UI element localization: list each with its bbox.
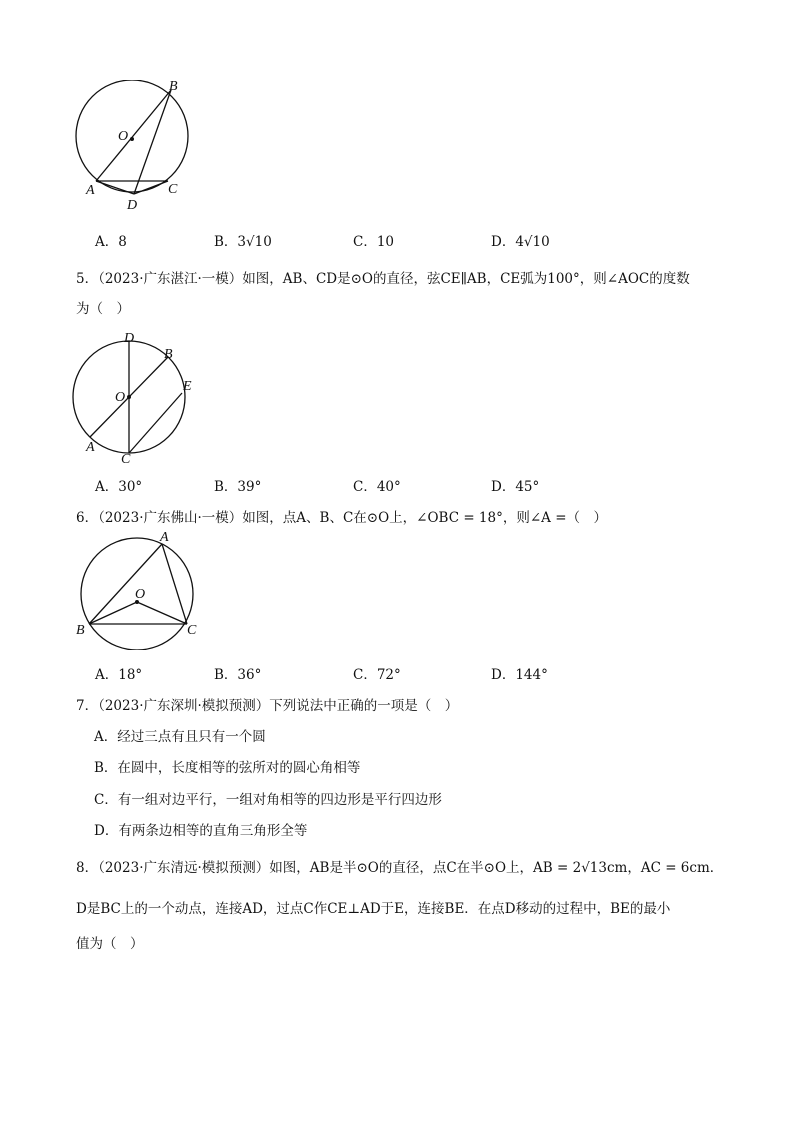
q4-option-a[interactable]: A．8: [95, 234, 127, 250]
q4-label-o: O: [118, 129, 129, 144]
q4-option-c[interactable]: C．10: [353, 234, 395, 250]
q8-stem-line2: D是BC上的一个动点，连接AD，过点C作CE⊥AD于E，连接BE．在点D移动的过程中，BE的最小: [76, 901, 671, 917]
q4-figure: [70, 80, 200, 215]
q6-label-a: A: [160, 530, 169, 545]
q4-center-dot: [130, 137, 134, 141]
q4-label-a: A: [86, 183, 95, 198]
q8-stem-line1: 8．（2023·广东清远·模拟预测）如图，AB是半⊙O的直径，点C在半⊙O上，AB = 2√13cm，AC = 6cm．: [76, 860, 724, 876]
q6-option-a[interactable]: A．18°: [95, 667, 143, 683]
q4-option-b[interactable]: B．3√10: [214, 234, 272, 250]
q4-label-b: B: [169, 80, 178, 94]
q6-label-b: B: [76, 623, 85, 638]
q5-label-c: C: [121, 452, 131, 465]
q4-chord-ad: [96, 181, 134, 194]
q5-option-a[interactable]: A．30°: [95, 479, 143, 495]
q5-label-b: B: [164, 347, 173, 362]
q5-stem-line2: 为（ ）: [76, 301, 130, 317]
q6-option-c[interactable]: C．72°: [353, 667, 401, 683]
q5-option-c[interactable]: C．40°: [353, 479, 401, 495]
q5-stem-line1: 5．（2023·广东湛江·一模）如图，AB、CD是⊙O的直径，弦CE∥AB，CE弧为100°，则∠AOC的度数: [76, 271, 690, 287]
q5-option-d[interactable]: D．45°: [491, 479, 540, 495]
q6-option-d[interactable]: D．144°: [491, 667, 548, 683]
q7-option-a[interactable]: A．经过三点有且只有一个圆: [94, 729, 266, 745]
q7-option-b[interactable]: B．在圆中，长度相等的弦所对的圆心角相等: [94, 760, 361, 776]
q7-stem-line1: 7．（2023·广东深圳·模拟预测）下列说法中正确的一项是（ ）: [76, 698, 459, 714]
q6-figure: [70, 530, 210, 650]
q4-chord-bd: [134, 90, 171, 194]
q4-diameter-ab: [96, 90, 171, 181]
q5-label-o: O: [115, 390, 126, 405]
q5-label-e: E: [183, 379, 192, 394]
q8-stem-line3: 值为（ ）: [76, 936, 144, 952]
q6-label-c: C: [187, 623, 197, 638]
q6-stem-line1: 6．（2023·广东佛山·一模）如图，点A、B、C在⊙O上，∠OBC = 18°，则∠A =（ ）: [76, 510, 608, 526]
q4-option-d[interactable]: D．4√10: [491, 234, 550, 250]
q5-chord-ce: [129, 393, 182, 453]
q4-label-d: D: [127, 198, 138, 213]
q5-center-dot: [127, 395, 131, 399]
q6-radius-oc: [137, 602, 187, 624]
q4-chord-dc: [134, 181, 168, 194]
q6-chord-ac: [162, 544, 187, 624]
q4-label-c: C: [168, 182, 178, 197]
q5-label-a: A: [86, 440, 95, 455]
q7-option-c[interactable]: C．有一组对边平行，一组对角相等的四边形是平行四边形: [94, 792, 442, 808]
q7-option-d[interactable]: D．有两条边相等的直角三角形全等: [94, 823, 308, 839]
q5-option-b[interactable]: B．39°: [214, 479, 262, 495]
q4-circle: [76, 80, 188, 192]
q6-chord-ab: [89, 544, 162, 624]
q5-figure: [70, 330, 205, 465]
q6-radius-ob: [89, 602, 137, 624]
q6-label-o: O: [135, 587, 146, 602]
q6-option-b[interactable]: B．36°: [214, 667, 262, 683]
q5-label-d: D: [124, 331, 135, 346]
